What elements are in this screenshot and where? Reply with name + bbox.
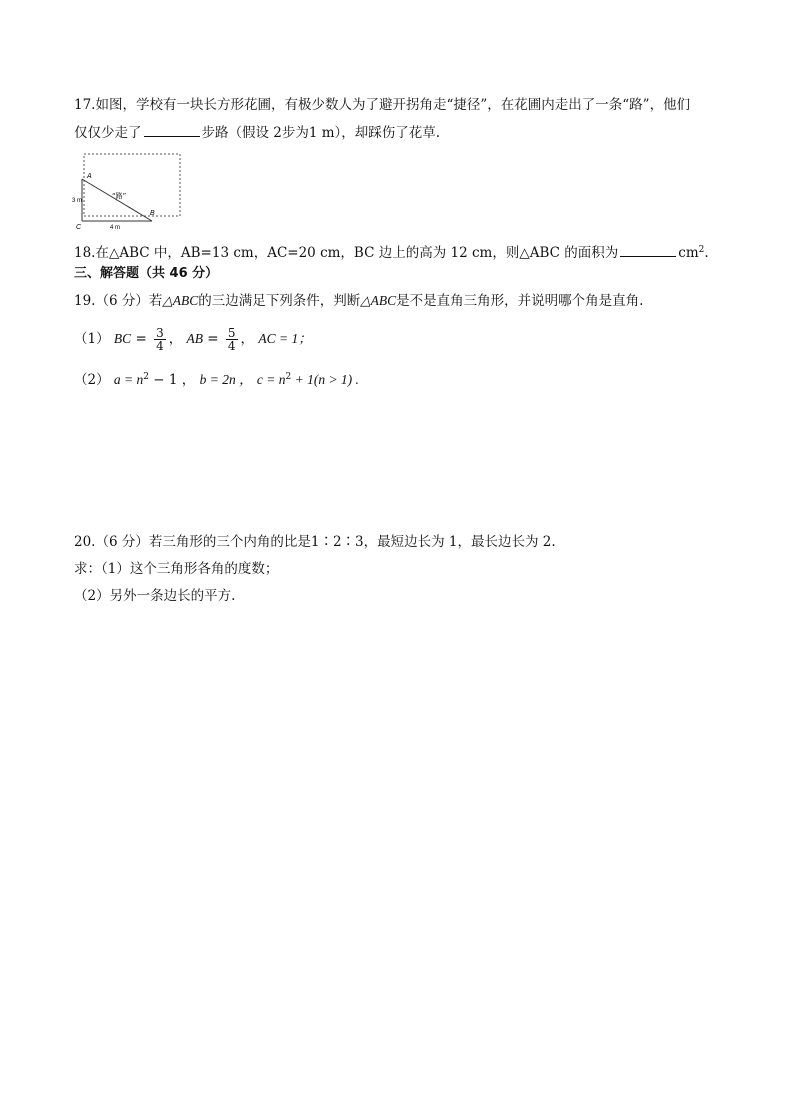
q17-suffix: 步路（假设 2步为1 m），却踩伤了花草.: [201, 125, 441, 141]
q17-garden-figure: [72, 152, 184, 232]
q19-ac-expr: AC = 1；: [258, 331, 312, 346]
q19-bc-fraction: [154, 327, 166, 352]
q19-c-expr: c = n: [256, 372, 286, 387]
bottom-length-label: 4 m: [110, 225, 121, 231]
q17-prefix: 仅仅少走了: [74, 125, 142, 141]
point-b-label: B: [150, 210, 155, 217]
q19-ab-fraction: [226, 327, 238, 352]
q19-c-square: 2: [285, 372, 292, 382]
q19-stem: [74, 292, 643, 310]
road-label: “路”: [112, 192, 127, 200]
q19-bc: BC: [113, 331, 132, 346]
q20-line-1: 20.（6 分）若三角形的三个内角的比是1∶2∶3，最短边长为 1，最长边长为 2.: [74, 534, 556, 550]
bc-denominator: 4: [156, 339, 164, 353]
q19-a-square: 2: [143, 372, 149, 382]
q19-c-rest: + 1(n > 1) .: [291, 372, 359, 387]
q18-answer-blank: [620, 244, 676, 257]
garden-boundary: [84, 154, 180, 216]
section-3-title: 三、解答题（共 46 分）: [74, 266, 219, 281]
ab-denominator: 4: [227, 339, 236, 353]
q18-unit: cm: [678, 245, 699, 261]
q18-unit-power: 2: [698, 245, 705, 255]
q19-part-1: （1） BC = $\frac{3}{4}$ ， AB = $\frac{5}{4}$ ， AC = 1；: [74, 326, 312, 353]
bc-numerator: 3: [156, 326, 164, 340]
side-length-label: 3 m: [72, 198, 83, 204]
q17-line-1: 17.如图，学校有一块长方形花圃，有极少数人为了避开拐角走“捷径”，在花圃内走出了一条“路”，他们: [74, 97, 691, 113]
q20-line-3: （2）另外一条边长的平方.: [74, 588, 236, 604]
q17-answer-blank: [144, 124, 200, 137]
question-18: [74, 241, 709, 262]
q18-text: 18.在△ABC 中，AB=13 cm，AC=20 cm，BC 边上的高为 12 cm，则△ABC 的面积为: [74, 245, 619, 261]
q19-part2-label: （2）: [74, 372, 110, 388]
q19-stem-b: 的三边满足下列条件，判断: [198, 293, 361, 309]
road-ab: [82, 179, 152, 221]
q19-triangle-2: △ABC: [360, 293, 397, 308]
q19-ab: AB: [186, 331, 203, 346]
q19-triangle-1: △ABC: [162, 293, 199, 308]
q20-line-2: 求：（1）这个三角形各角的度数；: [74, 561, 279, 577]
q19-stem-a: 19.（6 分）若: [74, 293, 163, 309]
q19-part-2: [74, 368, 359, 389]
q19-a-expr: a = n: [113, 372, 144, 387]
q19-a-rest: − 1 ，: [149, 372, 196, 388]
point-a-label: A: [87, 173, 92, 180]
q18-end: .: [704, 245, 709, 261]
q19-stem-c: 是不是直角三角形，并说明哪个角是直角.: [396, 293, 644, 309]
q19-b-expr: b = 2n ，: [199, 372, 253, 387]
ab-numerator: 5: [227, 326, 236, 340]
q19-part1-label: （1）: [74, 331, 110, 347]
point-c-label: C: [76, 224, 82, 231]
q17-line-2: [74, 124, 440, 142]
